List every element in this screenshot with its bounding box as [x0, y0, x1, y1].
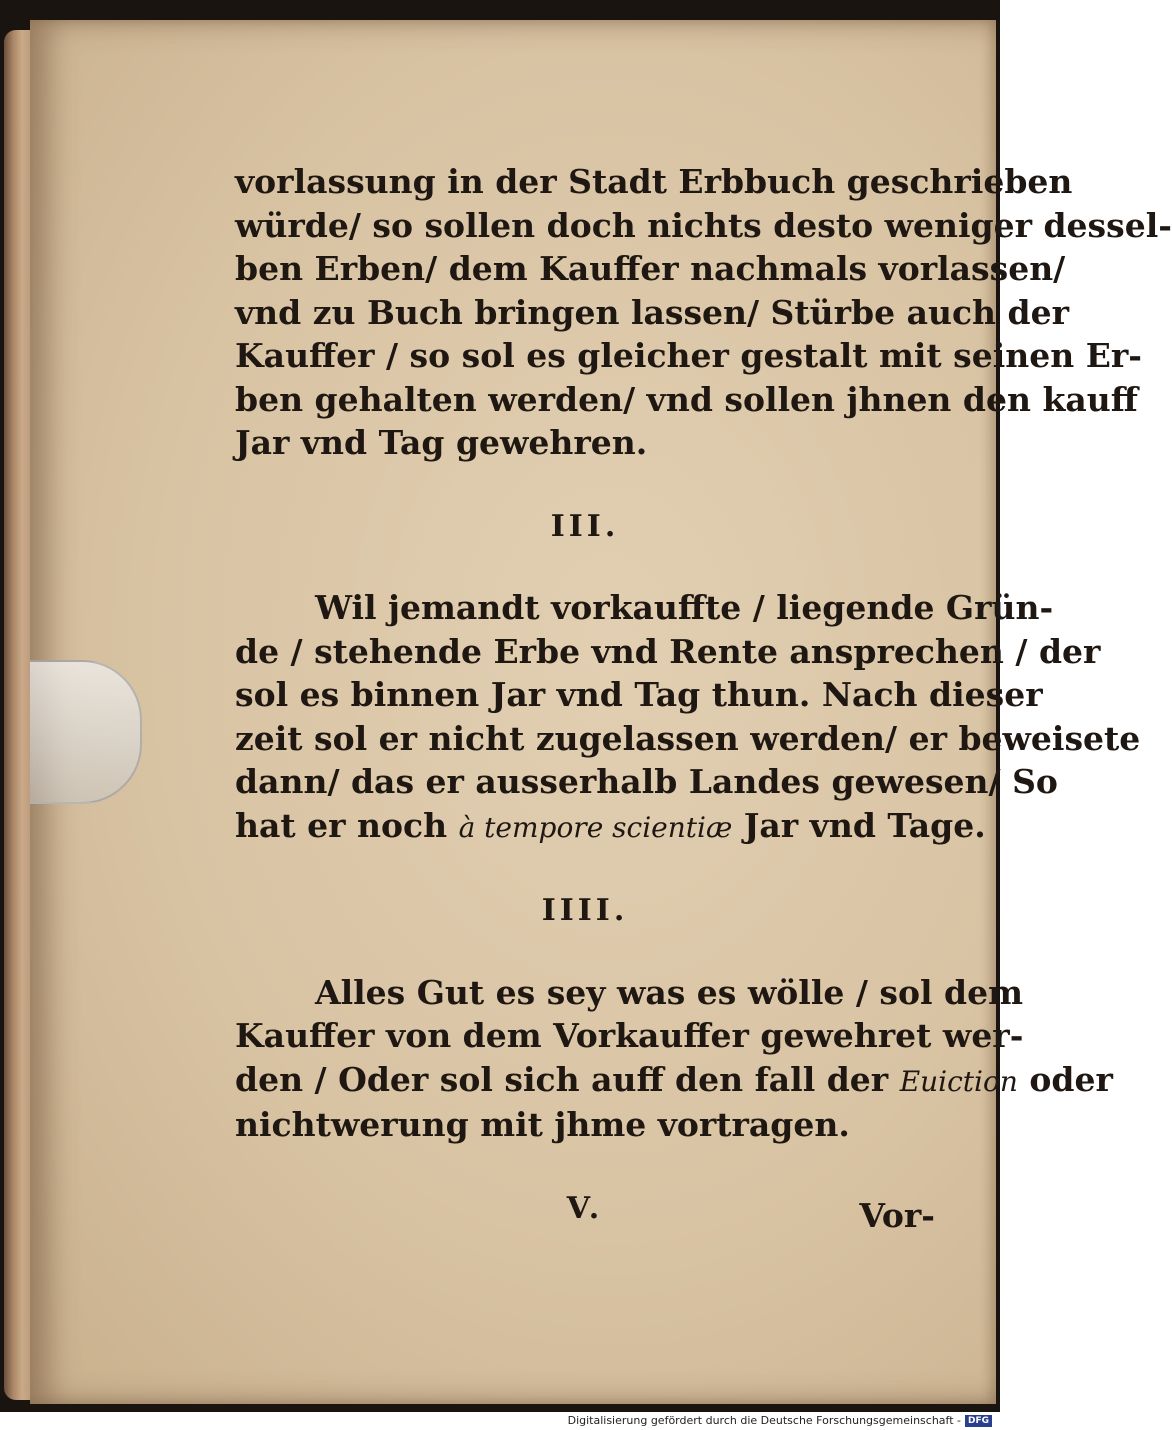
- funding-credit: Digitalisierung gefördert durch die Deutsche Forschungsgemeinschaft -: [567, 1414, 961, 1427]
- section-heading-5: V.: [566, 1190, 604, 1226]
- text-line: ben gehalten werden/ vnd sollen jhnen den kauff: [235, 379, 1138, 419]
- text-line: ben Erben/ dem Kauffer nachmals vorlassen/: [235, 249, 1066, 288]
- catchword: Vor-: [859, 1196, 935, 1235]
- text-line: Kauffer von dem Vorkauffer gewehret wer-: [235, 1016, 1024, 1055]
- paragraph-2: [235, 586, 1141, 849]
- text-line: Kauffer / so sol es gleicher gestalt mit seinen Er-: [235, 336, 1142, 375]
- latin-term: Euiction: [899, 1064, 1018, 1098]
- text-line: vnd zu Buch bringen lassen/ Stürbe auch der: [235, 292, 1069, 332]
- latin-phrase: à tempore scientiæ: [458, 810, 733, 844]
- text-segment: den / Oder sol sich auff den fall der: [235, 1059, 900, 1099]
- text-line: würde/ so sollen doch nichts desto weniger dessel-: [235, 205, 1172, 245]
- text-line: nichtwerung mit jhme vortragen.: [235, 1105, 850, 1144]
- text-line: dann/ das er ausserhalb Landes gewesen/ So: [235, 762, 1058, 801]
- text-line: [235, 1058, 1113, 1104]
- text-line: zeit sol er nicht zugelassen werden/ er beweisete: [235, 718, 1141, 758]
- section-heading-4: IIII.: [541, 893, 629, 928]
- page-clip: [30, 660, 142, 804]
- text-line: Wil jemandt vorkauffte / liegende Grün-: [315, 588, 1054, 627]
- section-heading-3: III.: [550, 508, 620, 544]
- text-segment: Jar vnd Tage.: [732, 805, 986, 845]
- text-segment: hat er noch: [235, 805, 459, 845]
- footer-bar: [0, 1412, 1000, 1430]
- page-text: [235, 160, 1172, 1268]
- paragraph-3: [235, 971, 1113, 1147]
- text-segment: oder: [1017, 1059, 1113, 1099]
- text-line: sol es binnen Jar vnd Tag thun. Nach dieser: [235, 675, 1043, 714]
- text-line: de / stehende Erbe vnd Rente ansprechen / der: [235, 631, 1101, 671]
- text-line: [235, 804, 986, 850]
- dfg-logo: DFG: [965, 1415, 992, 1427]
- paragraph-1: [235, 160, 1172, 465]
- text-line: vorlassung in der Stadt Erbbuch geschrieben: [235, 162, 1073, 201]
- text-line: Jar vnd Tag gewehren.: [235, 423, 648, 462]
- text-line: Alles Gut es sey was es wölle / sol dem: [315, 972, 1023, 1012]
